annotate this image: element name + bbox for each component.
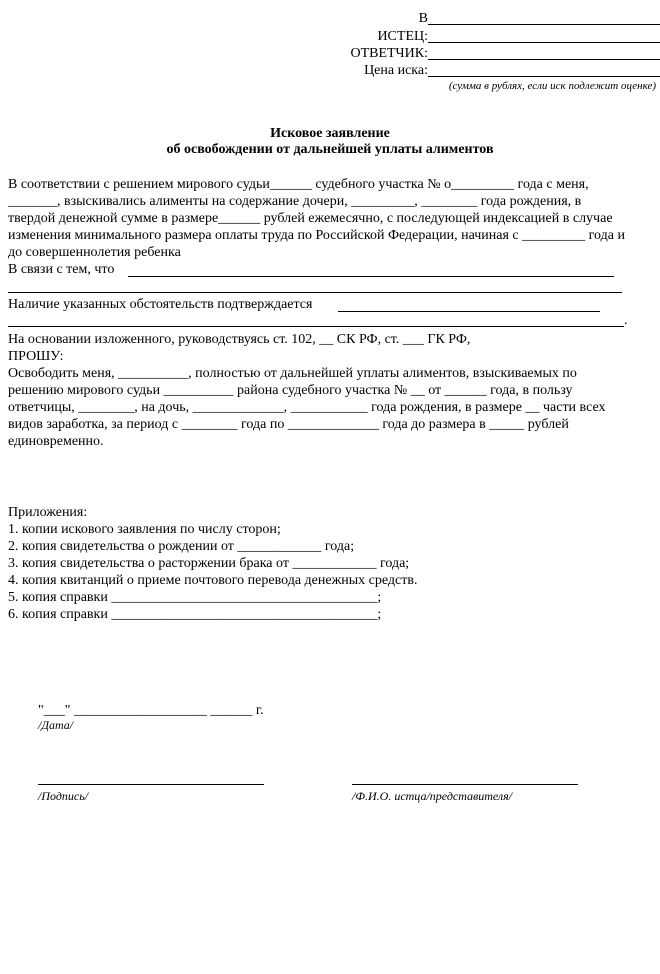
attachment-item: 5. копия справки ______________________________________; bbox=[8, 590, 382, 605]
attachment-item: 2. копия свидетельства о рождении от ____________ года; bbox=[8, 539, 355, 554]
full-name-caption: /Ф.И.О. истца/представителя/ bbox=[352, 789, 513, 803]
evidence-line-end: . bbox=[624, 313, 628, 328]
plaintiff-label: ИСТЕЦ: bbox=[377, 29, 428, 44]
request-line-3: ответчицы, ________, на дочь, _____________, ___________ года рождения, в размере __ части всех bbox=[8, 400, 606, 415]
body-line-1: В соответствии с решением мирового судьи______ судебного участка № о_________ года с меня, bbox=[8, 177, 589, 192]
claim-price-label: Цена иска: bbox=[364, 63, 428, 78]
attachment-item: 3. копия свидетельства о расторжении брака от ____________ года; bbox=[8, 556, 410, 571]
plaintiff-line bbox=[428, 42, 660, 43]
recipient-row bbox=[0, 10, 660, 28]
defendant-line bbox=[428, 59, 660, 60]
signature-caption: /Подпись/ bbox=[38, 789, 89, 803]
evidence-line-2 bbox=[8, 312, 624, 327]
request-line-2: решению мирового судьи __________ района судебного участка № __ от ______ года, в пользу bbox=[8, 383, 573, 398]
claim-price-hint: (сумма в рублях, если иск подлежит оценке) bbox=[448, 80, 656, 92]
claim-price-row bbox=[0, 62, 660, 80]
request-heading: ПРОШУ: bbox=[8, 349, 64, 364]
legal-basis-line: На основании изложенного, руководствуясь ст. 102, __ СК РФ, ст. ___ ГК РФ, bbox=[8, 332, 471, 347]
request-line-5: единовременно. bbox=[8, 434, 104, 449]
attachment-item: 4. копия квитанций о приеме почтового перевода денежных средств. bbox=[8, 573, 418, 588]
body-line-2: _______, взыскивались алименты на содержание дочери, _________, ________ года рождения, в bbox=[8, 194, 582, 209]
evidence-label: Наличие указанных обстоятельств подтверждается bbox=[8, 297, 313, 312]
defendant-label: ОТВЕТЧИК: bbox=[350, 46, 428, 61]
date-caption: /Дата/ bbox=[38, 718, 74, 732]
recipient-line bbox=[428, 24, 660, 25]
evidence-line bbox=[338, 295, 600, 312]
body-line-3: твердой денежной сумме в размере______ рублей ежемесячно, с последующей индексацией в случае bbox=[8, 211, 613, 226]
request-line-1: Освободить меня, __________, полностью от дальнейшей уплаты алиментов, взыскиваемых по bbox=[8, 366, 577, 381]
plaintiff-row bbox=[0, 28, 660, 46]
body-line-4: изменения минимального размера оплаты труда по Российской Федерации, начиная с _________ года и bbox=[8, 228, 625, 243]
attachment-item: 6. копия справки ______________________________________; bbox=[8, 607, 382, 622]
request-line-4: видов заработка, за период с ________ года по _____________ года до размера в _____ рублей bbox=[8, 417, 569, 432]
attachments-heading: Приложения: bbox=[8, 505, 88, 520]
attachment-item: 1. копии искового заявления по числу сторон; bbox=[8, 522, 281, 537]
document-subtitle: об освобождении от дальнейшей уплаты алиментов bbox=[166, 142, 494, 157]
signature-line bbox=[38, 772, 264, 785]
reason-line-2 bbox=[8, 278, 622, 293]
claim-price-line bbox=[428, 76, 660, 77]
document-title: Исковое заявление bbox=[270, 126, 390, 141]
body-line-5: до совершеннолетия ребенка bbox=[8, 245, 181, 260]
recipient-label: В bbox=[418, 11, 428, 26]
defendant-row bbox=[0, 45, 660, 63]
reason-label: В связи с тем, что bbox=[8, 262, 115, 277]
date-line: "___" ___________________ ______ г. bbox=[38, 703, 264, 718]
reason-line bbox=[128, 260, 614, 277]
full-name-line bbox=[352, 772, 578, 785]
